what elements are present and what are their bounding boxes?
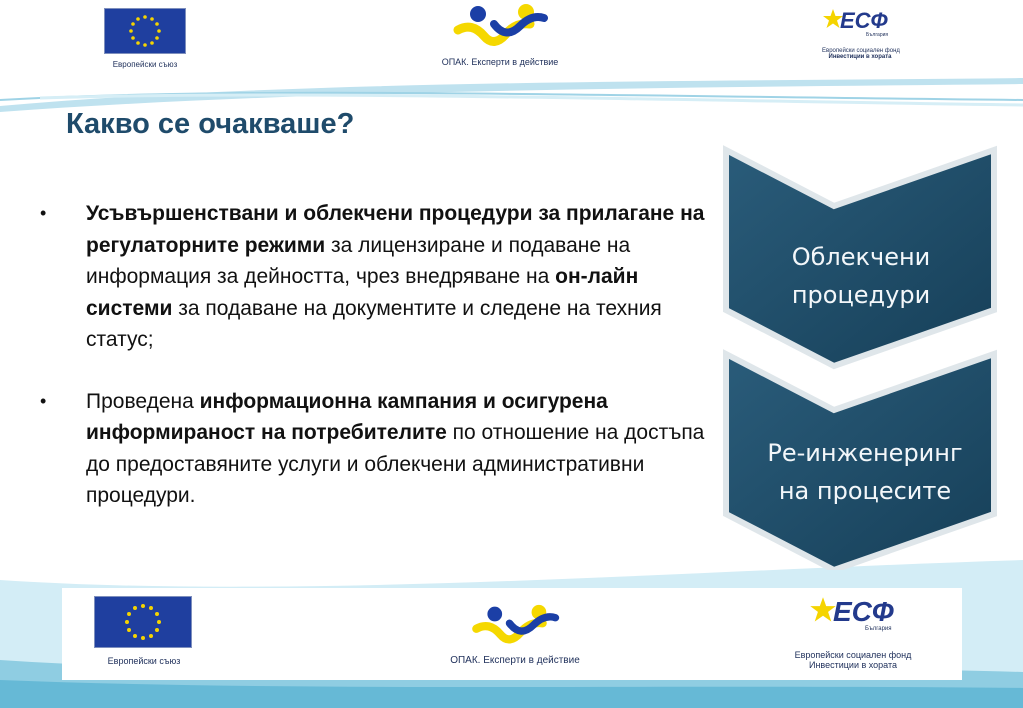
slide-title: Какво се очакваше? <box>66 108 355 140</box>
header-eu-logo <box>104 8 186 69</box>
bullet-text <box>86 198 706 356</box>
bullet-plain-text: за лицензиране и подаване на информация за дейността, чрез внедряване на <box>86 233 631 288</box>
esf-country: България <box>866 32 889 38</box>
chevron-label-1-line1: Облекчени <box>791 243 931 271</box>
eu-flag-icon <box>104 8 186 54</box>
bullet-item-2 <box>40 386 720 512</box>
bullet-text <box>86 386 716 512</box>
header-esf-logo <box>822 8 898 60</box>
opak-people-icon <box>450 4 550 50</box>
bullet-bold-text: Усъвършенствани и облекчени процедури за прилагане на регулаторните режими <box>86 202 705 257</box>
eu-stars <box>129 15 161 47</box>
opak-people-icon <box>469 604 561 648</box>
esf-title: ЕСФ <box>840 8 888 33</box>
bullet-plain-text: Проведена <box>86 389 200 413</box>
footer-opak-logo <box>440 604 590 666</box>
bullet-bold-text: он-лайн системи <box>86 265 639 320</box>
opak-caption: ОПАК. Експерти в действие <box>450 655 580 666</box>
eu-caption: Европейски съюз <box>107 656 181 666</box>
esf-title: ЕСФ <box>833 596 894 627</box>
bullet-marker: • <box>40 203 47 223</box>
opak-caption: ОПАК. Експерти в действие <box>441 57 559 67</box>
header-opak-logo <box>420 4 580 67</box>
eu-flag-icon <box>94 596 192 648</box>
esf-caption-line1: Европейски социален фонд <box>822 48 900 54</box>
bullet-item-1 <box>40 198 720 356</box>
bullet-bold-text: информационна кампания и осигурена информираност на потребителите <box>86 389 608 444</box>
eu-stars <box>125 604 161 640</box>
chevron-label-1-line2: процедури <box>791 281 931 309</box>
bullet-plain-text: за подаване на документите и следене на техния статус; <box>86 296 662 351</box>
esf-caption-line2: Инвестиции в хората <box>808 660 897 670</box>
chevron-label-1 <box>736 238 986 314</box>
bullet-marker: • <box>40 390 47 411</box>
eu-caption: Европейски съюз <box>112 60 178 69</box>
footer-esf-logo <box>788 596 918 670</box>
footer-eu-logo <box>94 596 194 666</box>
chevron-label-2-line2: на процесите <box>778 477 952 505</box>
esf-caption-line2: Инвестиции в хората <box>828 54 892 60</box>
esf-country: България <box>865 626 892 632</box>
bullet-list <box>40 198 720 542</box>
chevron-label-2-line1: Ре-инженеринг <box>767 439 963 467</box>
esf-caption-line1: Европейски социален фонд <box>794 650 912 660</box>
chevron-label-2 <box>740 434 990 510</box>
bullet-plain-text: по отношение на достъпа до предоставяните услуги и облекчени административни процедури. <box>86 421 705 507</box>
